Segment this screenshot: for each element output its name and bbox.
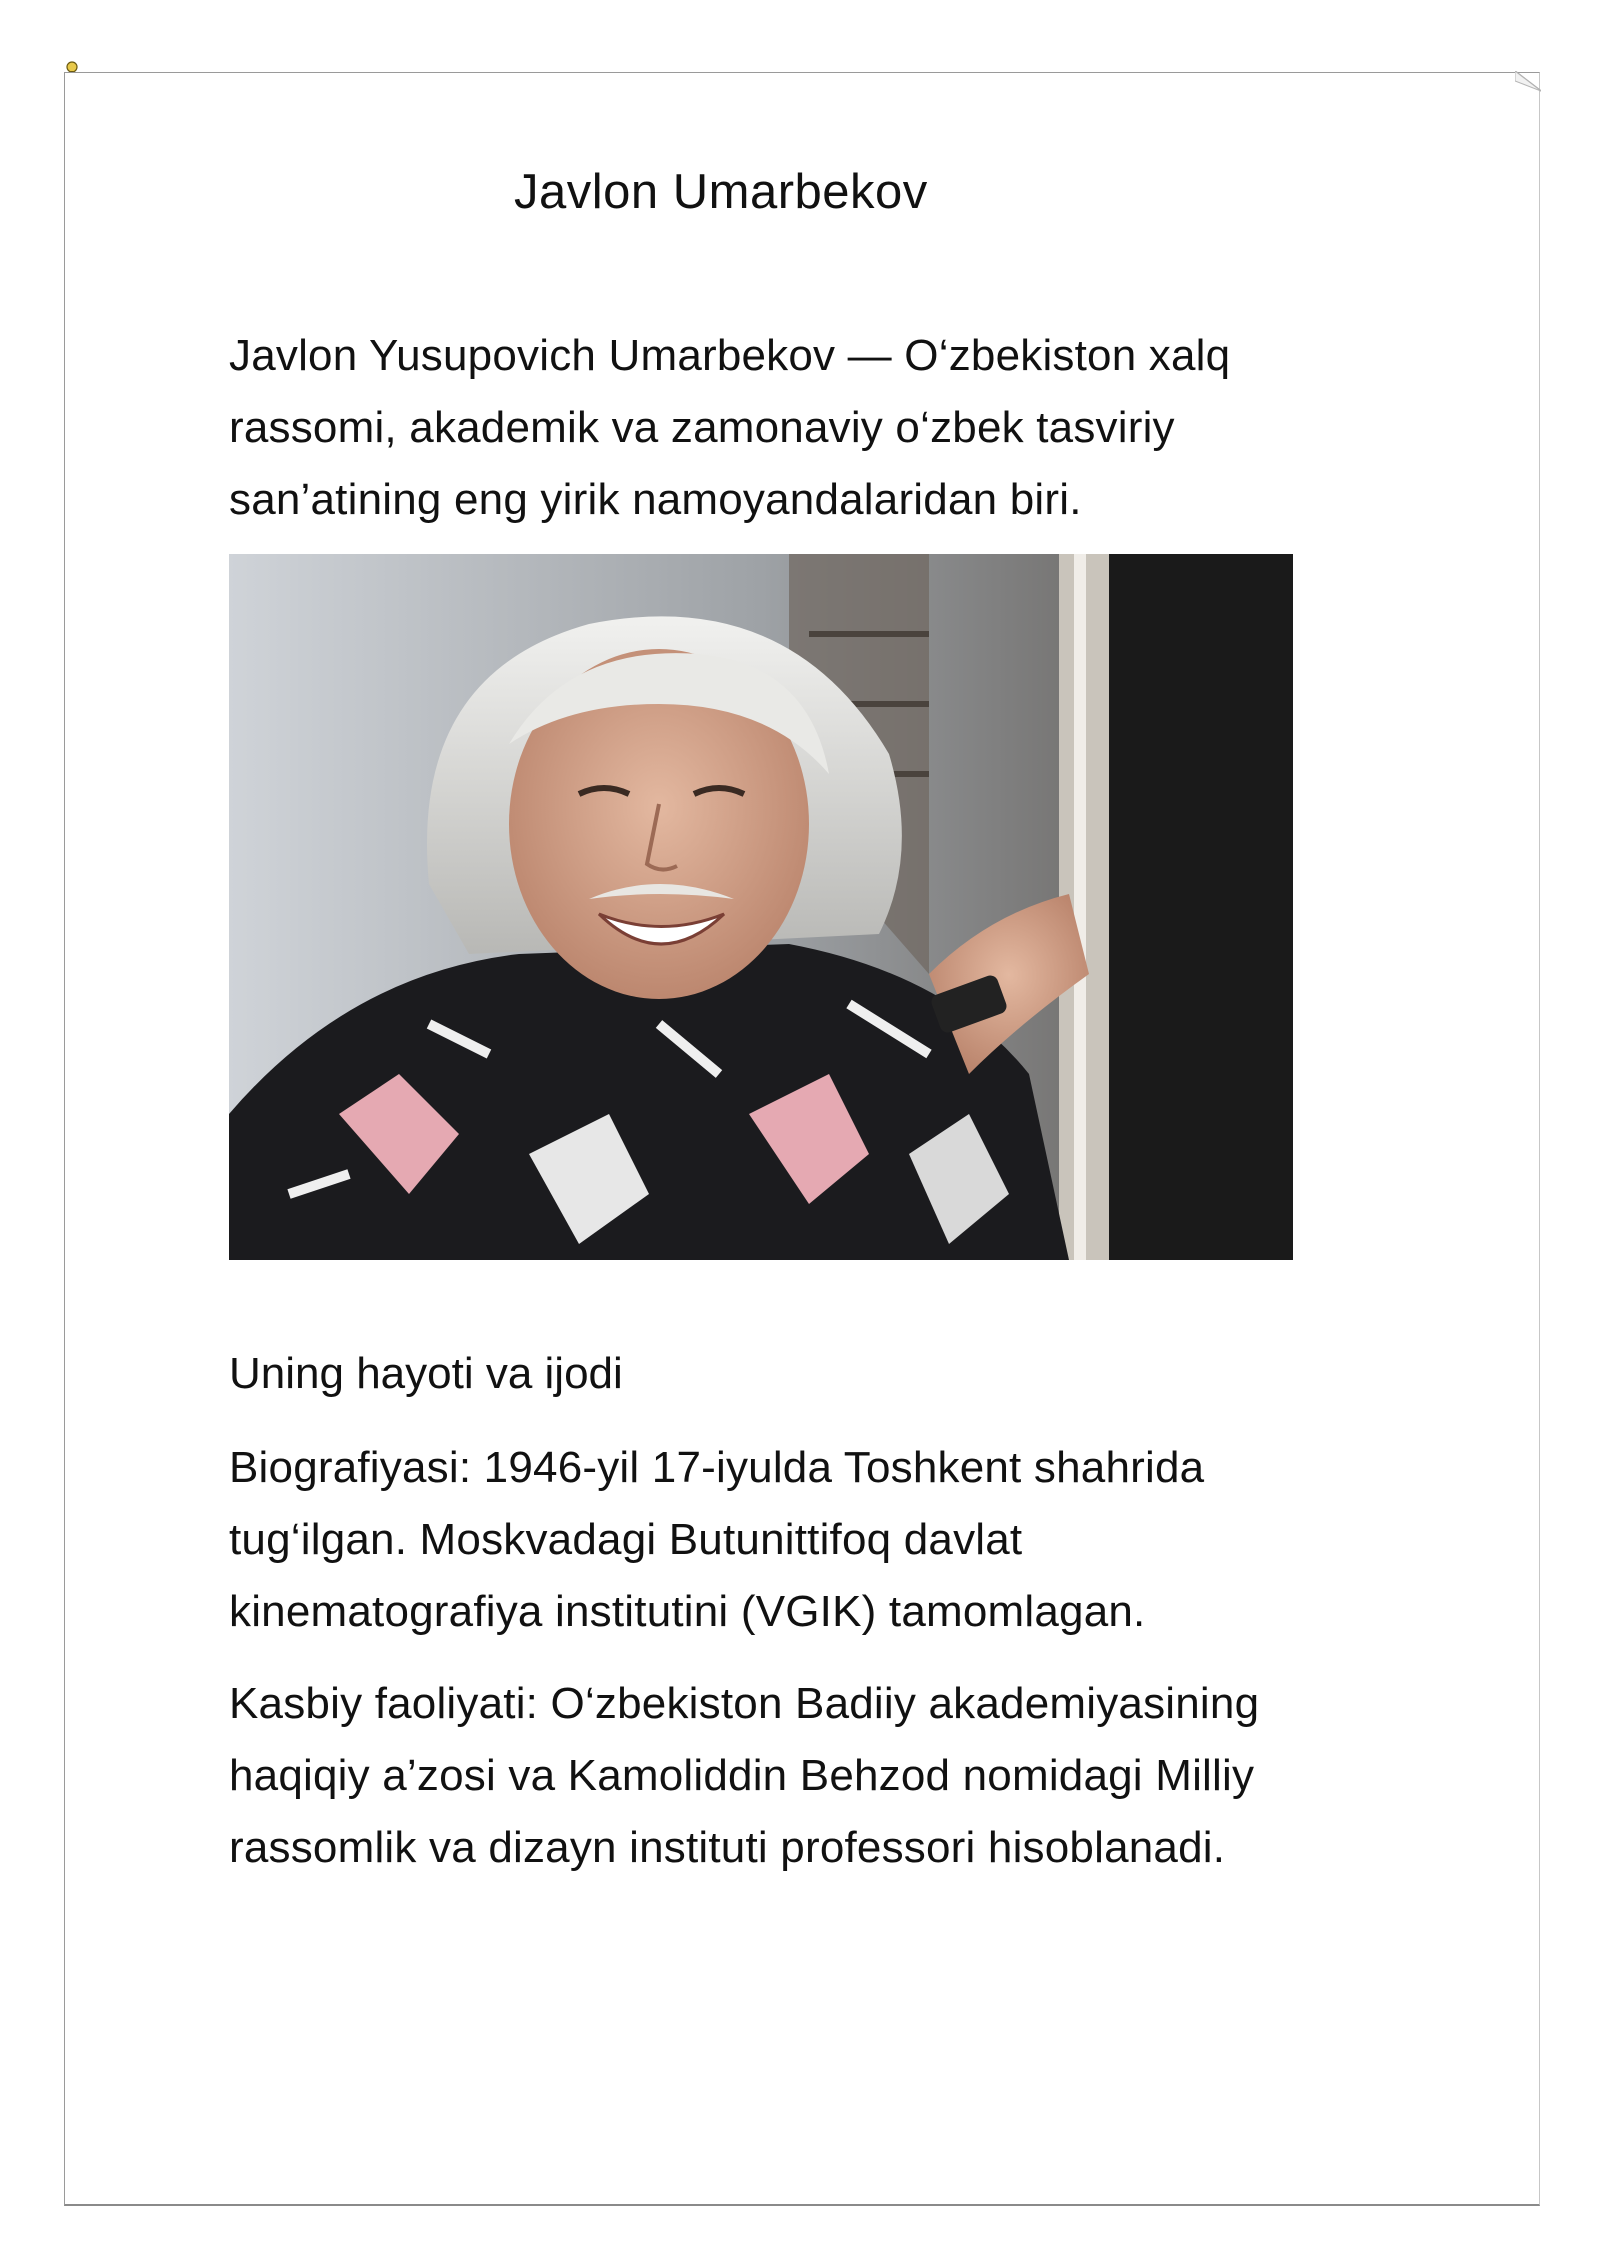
biography-line: tug‘ilgan. Moskvadagi Butunittifoq davlat xyxy=(229,1515,1023,1564)
page-fold-corner xyxy=(1515,71,1541,93)
intro-line: rassomi, akademik va zamonaviy o‘zbek tasviriy xyxy=(229,403,1175,452)
page-title: Javlon Umarbekov xyxy=(514,165,928,219)
biography-line: Biografiyasi: 1946-yil 17-iyulda Toshkent shahrida xyxy=(229,1443,1205,1492)
intro-line: Javlon Yusupovich Umarbekov — O‘zbekiston xalq xyxy=(229,331,1231,380)
career-line: Kasbiy faoliyati: O‘zbekiston Badiiy akademiyasining xyxy=(229,1679,1260,1728)
intro-line: san’atining eng yirik namoyandalaridan biri. xyxy=(229,475,1082,524)
career-line: haqiqiy a’zosi va Kamoliddin Behzod nomidagi Milliy xyxy=(229,1751,1255,1800)
career-paragraph xyxy=(229,1668,1459,1884)
portrait-photo xyxy=(229,554,1293,1260)
biography-line: kinematografiya institutini (VGIK) tamomlagan. xyxy=(229,1587,1146,1636)
section-heading: Uning hayoti va ijodi xyxy=(229,1349,623,1398)
intro-paragraph xyxy=(229,320,1459,536)
biography-paragraph xyxy=(229,1432,1459,1648)
career-line: rassomlik va dizayn instituti professori hisoblanadi. xyxy=(229,1823,1226,1872)
